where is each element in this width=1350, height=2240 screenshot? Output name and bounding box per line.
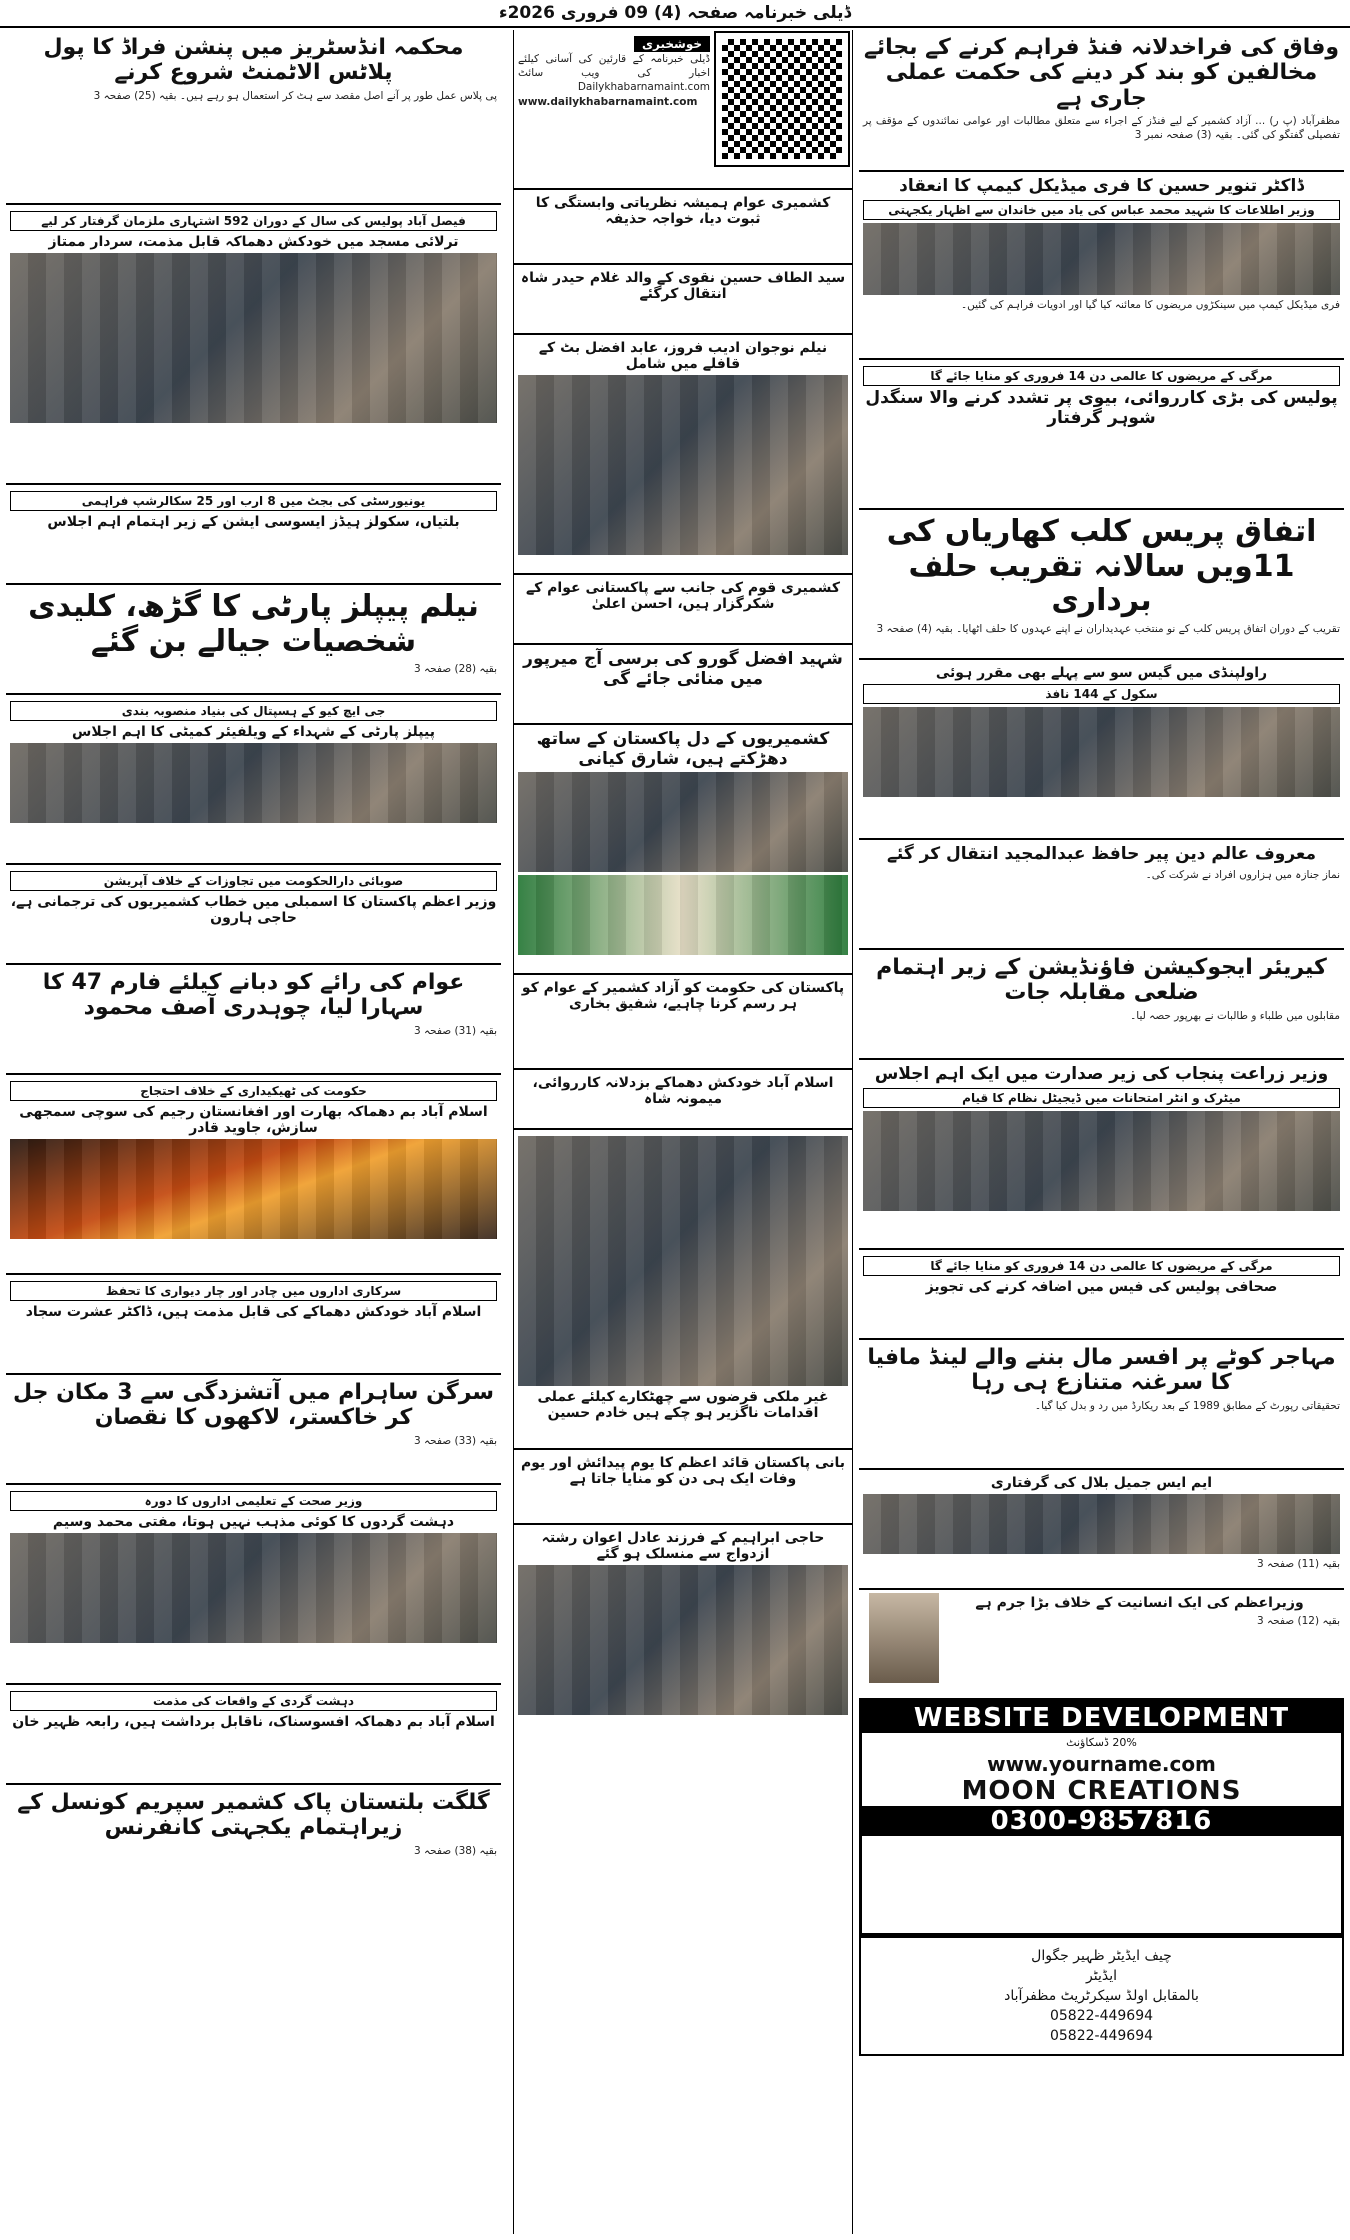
story: [514, 975, 852, 1070]
news-photo: [863, 223, 1340, 295]
headline: ترلائی مسجد میں خودکش دھماکہ قابل مذمت، سردار ممتاز: [48, 234, 459, 250]
headline: کشمیری قوم کی جانب سے پاکستانی عوام کے شکرگزار ہیں، احسن اعلیٰ: [525, 580, 841, 613]
staff-tel2: 05822-449694: [1049, 2028, 1154, 2044]
story-body: بقیہ (11) صفحہ 3: [1257, 1558, 1340, 1571]
headline: محکمہ انڈسٹریز میں پنشن فراڈ کا پول پلاٹس الاٹمنٹ شروع کرنے: [43, 35, 464, 86]
story: [514, 1525, 852, 1735]
qr-promo: [514, 30, 852, 190]
headline: غیر ملکی قرضوں سے چھٹکارے کیلئے عملی اقدامات ناگزیر ہو چکے ہیں خادم حسین: [537, 1389, 829, 1422]
story: [514, 575, 852, 645]
news-photo: [10, 743, 497, 823]
left-column: [6, 30, 501, 2234]
story-body: مظفرآباد (پ ر) ... آزاد کشمیر کے لیے فنڈز کے اجراء سے متعلق مطالبات اور عوامی نمائندوں کے مؤقف پر تفصیلی گفتگو کی گئی۔ بقیہ (3) صفحہ نمبر 3: [863, 114, 1340, 142]
headline: اسلام آباد بم دھماکہ افسوسناک، ناقابل برداشت ہیں، رابعہ ظہیر خان: [12, 1714, 495, 1730]
story-body: بقیہ (38) صفحہ 3: [414, 1844, 497, 1857]
sidebar-box: وزیر صحت کے تعلیمی اداروں کا دورہ: [10, 1491, 497, 1511]
story-body: فری میڈیکل کیمپ میں سینکڑوں مریضوں کا معائنہ کیا گیا اور ادویات فراہم کی گئیں۔: [960, 298, 1340, 311]
story: [514, 1070, 852, 1130]
headline: نیلم نوجوان ادیب فروز، عابد افضل بٹ کے قافلے میں شامل: [538, 340, 828, 373]
news-photo: [518, 1136, 848, 1386]
headline: وزیر اعظم پاکستان کا اسمبلی میں خطاب کشمیریوں کی ترجمانی ہے، حاجی ہارون: [10, 894, 497, 927]
headline: پیپلز پارٹی کے شہداء کے ویلفیئر کمیٹی کا اہم اجلاس: [72, 724, 435, 740]
story: [859, 1590, 1344, 1700]
story-body: بقیہ (12) صفحہ 3: [1257, 1615, 1340, 1628]
headline: کیریئر ایجوکیشن فاؤنڈیشن کے زیر اہتمام ضلعی مقابلہ جات: [876, 955, 1327, 1006]
story: [859, 1060, 1344, 1250]
ad-brand: MOON CREATIONS: [961, 1776, 1242, 1806]
story: [6, 1375, 501, 1485]
story: [514, 645, 852, 725]
story-body: بقیہ (28) صفحہ 3: [414, 663, 497, 675]
fire-photo: [10, 1139, 497, 1239]
headline: گلگت بلتستان پاک کشمیر سپریم کونسل کے زیراہتمام یکجہتی کانفرنس: [17, 1790, 490, 1841]
story: [6, 865, 501, 965]
news-photo: [518, 772, 848, 872]
headline: پولیس کی بڑی کارروائی، بیوی پر تشدد کرنے والا سنگدل شوہر گرفتار: [865, 388, 1338, 428]
masthead: ڈیلی خبرنامہ صفحہ (4) 09 فروری 2026ء: [0, 0, 1350, 28]
news-photo: [863, 1494, 1340, 1554]
story: [514, 265, 852, 335]
news-photo: [863, 1111, 1340, 1211]
story: [514, 190, 852, 265]
story: [859, 1470, 1344, 1590]
sidebar-box: مرگی کے مریضوں کا عالمی دن 14 فروری کو منایا جائے گا: [863, 1256, 1340, 1276]
story: [859, 950, 1344, 1060]
sidebar-box: حکومت کی ٹھیکیداری کے خلاف احتجاج: [10, 1081, 497, 1101]
headline: عوام کی رائے کو دبانے کیلئے فارم 47 کا سہارا لیا، چوہدری آصف محمود: [42, 970, 465, 1021]
headline: معروف عالم دین پیر حافظ عبدالمجید انتقال کر گئے: [886, 844, 1317, 864]
story: [6, 30, 501, 205]
story-body: پی پلاس عمل طور پر آنے اصل مقصد سے ہٹ کر استعمال ہو رہے ہیں۔ بقیہ (25) صفحہ 3: [93, 89, 497, 102]
banner-photo: [518, 875, 848, 955]
ad-phone: 0300-9857816: [862, 1806, 1341, 1836]
sidebar-box: فیصل آباد پولیس کی سال کے دوران 592 اشتہاری ملزمان گرفتار کر لیے: [10, 211, 497, 231]
story: [859, 1250, 1344, 1340]
story: [514, 725, 852, 975]
headline: ڈاکٹر تنویر حسین کا فری میڈیکل کیمپ کا انعقاد: [899, 176, 1304, 196]
headline: بلتیاں، سکولز ہیڈز ایسوسی ایشن کے زیر اہتمام اہم اجلاس: [47, 514, 460, 530]
sidebar-box: مرگی کے مریضوں کا عالمی دن 14 فروری کو منایا جائے گا: [863, 366, 1340, 386]
story: [6, 1275, 501, 1375]
story-body: بقیہ (33) صفحہ 3: [414, 1434, 497, 1447]
headline: وزیراعظم کی ایک انسانیت کے خلاف بڑا جرم ہے: [975, 1595, 1304, 1611]
staff-chief: چیف ایڈیٹر ظہیر جگوال: [1031, 1948, 1172, 1964]
staff-editor: ایڈیٹر: [1086, 1968, 1117, 1984]
headline: وفاق کی فراخدلانہ فنڈ فراہم کرنے کے بجائے مخالفین کو بند کر دینے کی حکمت عملی جاری ہے: [863, 35, 1340, 111]
story: [6, 1785, 501, 1915]
headline: دہشت گردوں کا کوئی مذہب نہیں ہوتا، مفتی محمد وسیم: [52, 1514, 455, 1530]
story: [6, 1685, 501, 1785]
ad-promo: 20% ڈسکاؤنٹ: [1066, 1736, 1137, 1749]
subheadline: سکول کے 144 نافذ: [863, 684, 1340, 704]
headline: اتفاق پریس کلب کھاریاں کی 11ویں سالانہ تقریب حلف برداری: [886, 514, 1317, 618]
news-photo: [10, 253, 497, 423]
story: [514, 1450, 852, 1525]
news-photo: [863, 707, 1340, 797]
story: [6, 205, 501, 485]
sidebar-box: سرکاری اداروں میں چادر اور چار دیواری کا تحفظ: [10, 1281, 497, 1301]
story: [6, 585, 501, 695]
sidebar-box: جی ایچ کیو کے ہسپتال کی بنیاد منصوبہ بندی: [10, 701, 497, 721]
story: [6, 485, 501, 585]
story: [859, 660, 1344, 840]
story-body: تحقیقاتی رپورٹ کے مطابق 1989 کے بعد ریکارڈ میں رد و بدل کیا گیا۔: [1034, 1399, 1340, 1412]
qr-code-icon[interactable]: [716, 33, 848, 165]
story-body: تقریب کے دوران اتفاق پریس کلب کے نو منتخب عہدیداران نے اپنے عہدوں کا حلف اٹھایا۔ بقیہ (4) صفحہ 3: [876, 622, 1340, 635]
middle-column: [513, 30, 853, 2234]
story-body: بقیہ (31) صفحہ 3: [414, 1024, 497, 1037]
portrait-photo: [869, 1593, 939, 1683]
headline: سرگن ساہرام میں آتشزدگی سے 3 مکان جل کر خاکستر، لاکھوں کا نقصان: [12, 1380, 495, 1431]
headline: ایم ایس جمیل بلال کی گرفتاری: [990, 1475, 1213, 1491]
story: [859, 172, 1344, 360]
news-photo: [518, 1565, 848, 1715]
headline: اسلام آباد خودکش دھماکے بزدلانہ کارروائی، میمونہ شاہ: [532, 1075, 834, 1108]
staff-box: [859, 1936, 1344, 2056]
sidebar-box: دہشت گردی کے واقعات کی مذمت: [10, 1691, 497, 1711]
story: [6, 695, 501, 865]
story: [859, 510, 1344, 660]
news-photo: [518, 375, 848, 555]
story: [6, 965, 501, 1075]
headline: اسلام آباد بم دھماکہ بھارت اور افغانستان رجیم کی سوچی سمجھی سازش، جاوید قادر: [19, 1104, 488, 1137]
headline: نیلم پیپلز پارٹی کا گڑھ، کلیدی شخصیات جیالے بن گئے: [28, 589, 479, 659]
headline: حاجی ابراہیم کے فرزند عادل اعوان رشتہ ازدواج سے منسلک ہو گئے: [541, 1530, 825, 1563]
subheadline: وزیر اطلاعات کا شہید محمد عباس کی یاد میں خاندان سے اظہار یکجہتی: [863, 200, 1340, 220]
story: [6, 1485, 501, 1685]
headline: مہاجر کوٹے پر افسر مال بننے والے لینڈ مافیا کا سرغنہ متنازع ہی رہا: [867, 1345, 1336, 1396]
story: [514, 335, 852, 575]
story: [514, 1130, 852, 1450]
sidebar-box: صوبائی دارالحکومت میں تجاوزات کے خلاف آپریشن: [10, 871, 497, 891]
ad-title: WEBSITE DEVELOPMENT: [862, 1703, 1341, 1733]
promo-text: ڈیلی خبرنامہ کے قارئین کی آسانی کیلئے اخبار کی ویب سائٹ Dailykhabarnamaint.com: [518, 53, 710, 94]
sidebar-box: یونیورسٹی کی بجٹ میں 8 ارب اور 25 سکالرشپ فراہمی: [10, 491, 497, 511]
subheadline: میٹرک و انٹر امتحانات میں ڈیجیٹل نظام کا قیام: [863, 1088, 1340, 1108]
story-body: مقابلوں میں طلباء و طالبات نے بھرپور حصہ لیا۔: [1130, 1009, 1340, 1022]
headline: بانی پاکستان قائد اعظم کا یوم پیدائش اور یوم وفات ایک ہی دن کو منایا جاتا ہے: [521, 1455, 845, 1488]
ad-url: www.yourname.com: [987, 1752, 1216, 1776]
headline: کشمیری عوام ہمیشہ نظریاتی وابستگی کا ثبوت دیا، خواجہ حذیفہ: [535, 195, 831, 228]
staff-office: بالمقابل اولڈ سیکرٹریٹ مظفرآباد: [1004, 1988, 1199, 2004]
story: [859, 1340, 1344, 1470]
staff-tel1: 05822-449694: [1049, 2008, 1154, 2024]
headline: سید الطاف حسین نقوی کے والد غلام حیدر شاہ انتقال کرگئے: [520, 270, 846, 303]
story: [859, 30, 1344, 172]
headline: کشمیریوں کے دل پاکستان کے ساتھ دھڑکتے ہیں، شارق کیانی: [536, 729, 830, 769]
headline: وزیر زراعت پنجاب کی زیر صدارت میں ایک اہم اجلاس: [874, 1064, 1329, 1084]
story: [6, 1075, 501, 1275]
headline: شہید افضل گورو کی برسی آج میرپور میں منائی جائے گی: [523, 649, 843, 689]
headline: پاکستان کی حکومت کو آزاد کشمیر کے عوام کو ہر رسم کرنا چاہیے، شفیق بخاری: [521, 980, 845, 1013]
headline: اسلام آباد خودکش دھماکے کی قابل مذمت ہیں، ڈاکٹر عشرت سجاد: [25, 1304, 482, 1320]
story-body: نماز جنازہ میں ہزاروں افراد نے شرکت کی۔: [1145, 868, 1340, 881]
headline: راولپنڈی میں گیس سو سے پہلے بھی مقرر ہوئی: [935, 665, 1268, 681]
right-column: [859, 30, 1344, 2234]
news-photo: [10, 1533, 497, 1643]
story: [859, 360, 1344, 510]
advertisement: [859, 1700, 1344, 1936]
headline: صحافی پولیس کی فیس میں اضافہ کرنے کی تجویز: [925, 1279, 1278, 1295]
promo-label: خوشخبری: [634, 36, 710, 52]
story: [859, 840, 1344, 950]
website-url[interactable]: www.dailykhabarnamaint.com: [518, 95, 698, 108]
